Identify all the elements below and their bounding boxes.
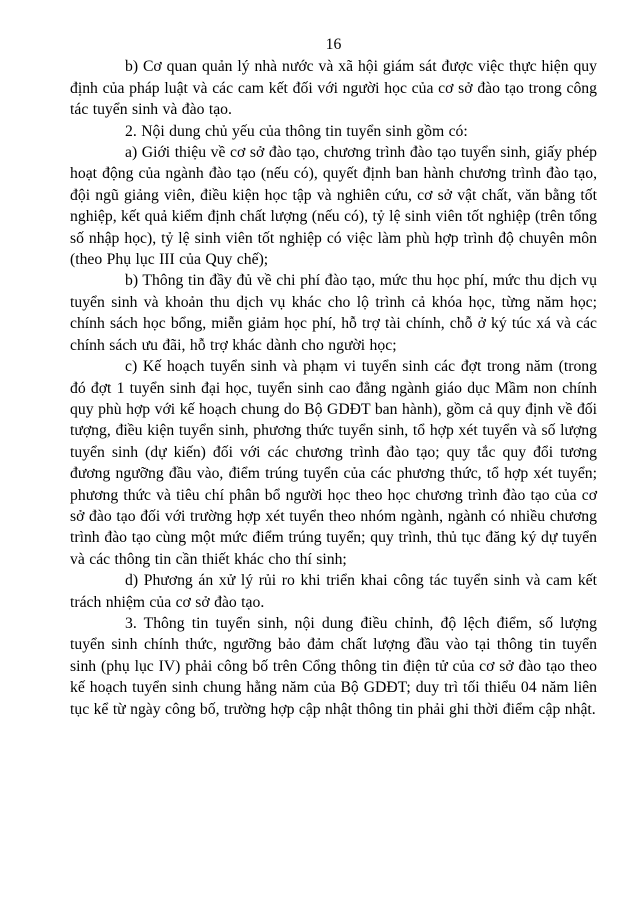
paragraph-d-risk: d) Phương án xử lý rủi ro khi triển khai công tác tuyển sinh và cam kết trách nhiệm của cơ sở đào tạo. — [70, 572, 597, 611]
paragraph-b-costs: b) Thông tin đầy đủ về chi phí đào tạo, mức thu học phí, mức thu dịch vụ tuyển sinh và khoản thu dịch vụ khác cho lộ trình cả khóa học, từng năm học; chính sách học bổng, miễn giảm học phí, hỗ trợ tài chính, chỗ ở ký túc xá và các chính sách ưu đãi, hỗ trợ khác dành cho người học; — [70, 272, 597, 354]
paragraph-c-plan: c) Kế hoạch tuyển sinh và phạm vi tuyển sinh các đợt trong năm (trong đó đợt 1 tuyển sinh đại học, tuyển sinh cao đẳng ngành giáo dục Mầm non chính quy phù hợp với kế hoạch chung do Bộ GDĐT ban hành), gồm cả quy định về đối tượng, điều kiện tuyển sinh, phương thức tuyển sinh, tổ hợp xét tuyển và số lượng tuyển sinh (dự kiến) đối với các chương trình đào tạo; quy tắc quy đổi tương đương ngưỡng đầu vào, điểm trúng tuyển của các phương thức, tổ hợp xét tuyển; phương thức và tiêu chí phân bổ người học theo học chương trình đào tạo của cơ sở đào tạo đối với trường hợp xét tuyển theo nhóm ngành, ngành có nhiều chương trình đào tạo cùng một mức điểm trúng tuyển; quy trình, thủ tục đăng ký dự tuyển và các thông tin cần thiết khác cho thí sinh; — [70, 358, 597, 568]
page-number: 16 — [325, 36, 342, 53]
paragraph-3-publication: 3. Thông tin tuyển sinh, nội dung điều chỉnh, độ lệch điểm, số lượng tuyển sinh chính thức, ngưỡng bảo đảm chất lượng đầu vào tại thông tin tuyển sinh (phụ lục IV) phải công bố trên Cổng thông tin điện tử của cơ sở đào tạo theo kế hoạch tuyển sinh chung hằng năm của Bộ GDĐT; duy trì tối thiểu 04 năm liên tục kể từ ngày công bố, trường hợp cập nhật thông tin phải ghi thời điểm cập nhật. — [70, 614, 597, 718]
paragraph-a-introduction: a) Giới thiệu về cơ sở đào tạo, chương trình đào tạo tuyển sinh, giấy phép hoạt động của ngành đào tạo (nếu có), quyết định ban hành chương trình đào tạo, đội ngũ giảng viên, điều kiện học tập và nghiên cứu, cơ sở vật chất, văn bằng tốt nghiệp, kết quả kiểm định chất lượng (nếu có), tỷ lệ sinh viên tốt nghiệp (trên tổng số nhập học), tỷ lệ sinh viên tốt nghiệp có việc làm phù hợp trình độ chuyên môn (theo Phụ lục III của Quy chế); — [70, 144, 597, 269]
paragraph-b-supervision: b) Cơ quan quản lý nhà nước và xã hội giám sát được việc thực hiện quy định của pháp luật và các cam kết đối với người học của cơ sở đào tạo trong công tác tuyển sinh và đào tạo. — [70, 58, 597, 119]
paragraph-2-heading: 2. Nội dung chủ yếu của thông tin tuyển sinh gồm có: — [125, 122, 468, 140]
